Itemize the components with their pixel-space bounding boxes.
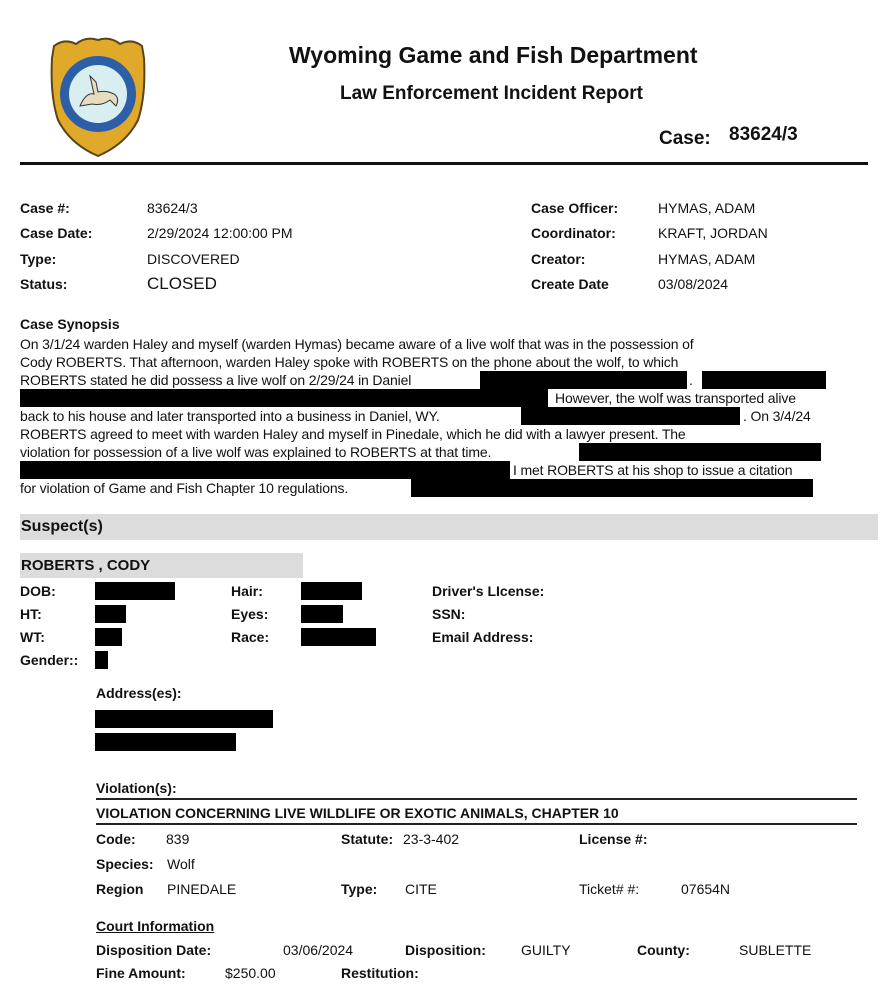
addresses-label: Address(es): [96,685,182,701]
case-officer-label: Case Officer: [531,200,619,216]
synopsis-heading: Case Synopsis [20,316,120,332]
synopsis-line: On 3/1/24 warden Haley and myself (warden Hymas) became aware of a live wolf that was in the possession of [20,336,694,352]
disposition-date-label: Disposition Date: [96,942,212,958]
ht-label: HT: [20,606,42,622]
license-number-label: License #: [579,831,648,847]
coordinator-label: Coordinator: [531,225,616,241]
redaction-block [95,582,175,600]
redaction-block [301,605,343,623]
region-value: PINEDALE [167,881,237,897]
violation-top-rule [96,798,857,800]
disposition-date-value: 03/06/2024 [283,942,354,958]
case-number-value: 83624/3 [147,200,198,216]
creator-label: Creator: [531,251,586,267]
header-divider [20,162,868,165]
species-value: Wolf [167,856,195,872]
redaction-block [20,461,510,479]
redaction-block [521,407,740,425]
case-type-label: Type: [20,251,57,267]
redaction-block [95,733,236,751]
redaction-block [301,628,376,646]
redaction-block [95,651,108,669]
violation-bottom-rule [96,823,857,825]
header-case-label: Case: [659,128,711,149]
dob-label: DOB: [20,583,56,599]
coordinator-value: KRAFT, JORDAN [658,225,768,241]
case-type-value: DISCOVERED [147,251,240,267]
synopsis-line: . On 3/4/24 [743,408,811,424]
redaction-block [411,479,813,497]
redaction-block [95,605,126,623]
violation-type-value: CITE [405,881,437,897]
suspects-heading: Suspect(s) [21,518,103,535]
synopsis-line: However, the wolf was transported alive [555,390,796,406]
redaction-block [702,371,826,389]
hair-label: Hair: [231,583,263,599]
gender-label: Gender:: [20,652,79,668]
synopsis-line: ROBERTS stated he did possess a live wolf on 2/29/24 in Daniel [20,372,412,388]
county-value: SUBLETTE [739,942,812,958]
report-subtitle: Law Enforcement Incident Report [340,83,643,104]
case-date-label: Case Date: [20,225,93,241]
case-officer-value: HYMAS, ADAM [658,200,756,216]
header-case-number: 83624/3 [729,124,798,145]
restitution-label: Restitution: [341,965,419,981]
creator-value: HYMAS, ADAM [658,251,756,267]
ticket-number-value: 07654N [681,881,731,897]
case-status-value: CLOSED [147,274,217,293]
badge-shield-icon [46,36,150,158]
region-label: Region [96,881,144,897]
code-label: Code: [96,831,136,847]
synopsis-line: Cody ROBERTS. That afternoon, warden Haley spoke with ROBERTS on the phone about the wolf, to which [20,354,679,370]
fine-amount-value: $250.00 [225,965,276,981]
redaction-block [579,443,821,461]
violation-title: VIOLATION CONCERNING LIVE WILDLIFE OR EXOTIC ANIMALS, CHAPTER 10 [96,805,619,821]
suspects-section-band [20,514,878,540]
synopsis-line: I met ROBERTS at his shop to issue a citation [513,462,793,478]
statute-label: Statute: [341,831,394,847]
redaction-block [480,371,687,389]
agency-badge-logo [46,36,150,158]
county-label: County: [637,942,690,958]
species-label: Species: [96,856,154,872]
suspect-name: ROBERTS , CODY [21,557,151,574]
case-date-value: 2/29/2024 12:00:00 PM [147,225,293,241]
violation-type-label: Type: [341,881,378,897]
redaction-block [20,389,548,407]
fine-amount-label: Fine Amount: [96,965,186,981]
redaction-block [301,582,362,600]
disposition-value: GUILTY [521,942,571,958]
disposition-label: Disposition: [405,942,486,958]
create-date-label: Create Date [531,276,609,292]
redaction-block [95,710,273,728]
synopsis-line: back to his house and later transported into a business in Daniel, WY. [20,408,440,424]
synopsis-line: violation for possession of a live wolf was explained to ROBERTS at that time. [20,444,492,460]
court-information-heading: Court Information [96,918,215,934]
race-label: Race: [231,629,270,645]
create-date-value: 03/08/2024 [658,276,729,292]
synopsis-line: for violation of Game and Fish Chapter 10 regulations. [20,480,349,496]
synopsis-line: . [689,372,693,388]
case-status-label: Status: [20,276,68,292]
violations-heading: Violation(s): [96,780,177,796]
drivers-license-label: Driver's LIcense: [432,583,545,599]
email-address-label: Email Address: [432,629,534,645]
wt-label: WT: [20,629,45,645]
code-value: 839 [166,831,190,847]
ticket-number-label: Ticket# #: [579,881,640,897]
eyes-label: Eyes: [231,606,269,622]
redaction-block [95,628,122,646]
ssn-label: SSN: [432,606,466,622]
report-agency-title: Wyoming Game and Fish Department [289,42,698,68]
case-number-label: Case #: [20,200,70,216]
synopsis-line: ROBERTS agreed to meet with warden Haley and myself in Pinedale, which he did with a lawyer present. The [20,426,686,442]
statute-value: 23-3-402 [403,831,460,847]
